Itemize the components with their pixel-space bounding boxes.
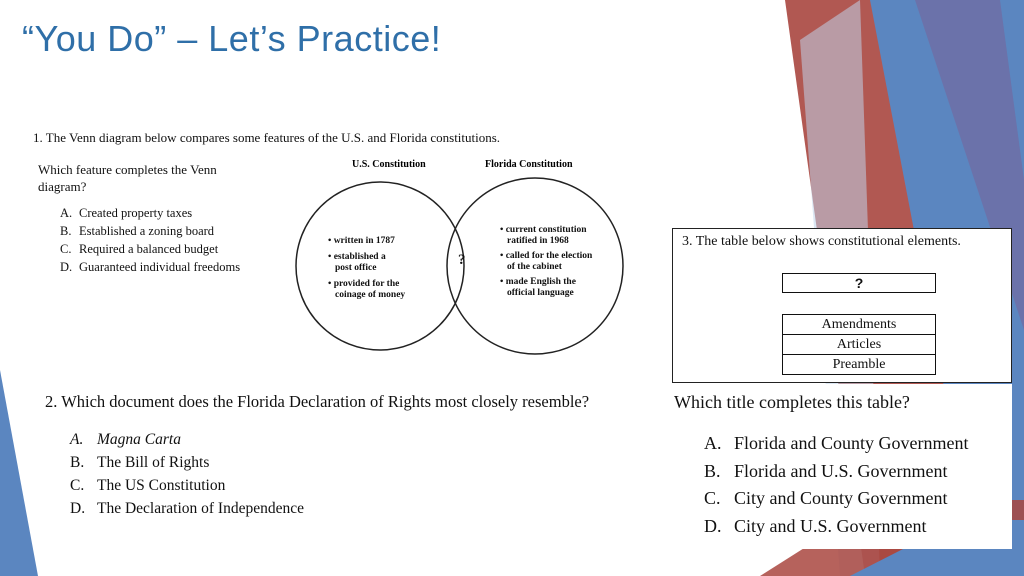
q2-choice-b: B. The Bill of Rights [70, 454, 210, 471]
q2-choice-d: D. The Declaration of Independence [70, 500, 304, 517]
q1-choice-a: A. Created property taxes [60, 206, 193, 220]
venn-left-item: • provided for the [328, 279, 400, 289]
q1-choice-d: D. Guaranteed individual freedoms [60, 260, 241, 274]
left-blue-stripe [0, 370, 38, 576]
venn-left-item: • written in 1787 [328, 236, 395, 246]
q3-choice-a: A. Florida and County Government [704, 433, 969, 453]
venn-overlap-unknown: ? [458, 252, 466, 268]
venn-right-title: Florida Constitution [485, 159, 573, 170]
slide-title: “You Do” – Let’s Practice! [22, 18, 442, 59]
venn-right-items [500, 225, 592, 299]
q3-table [782, 314, 936, 375]
q1-prompt: Which feature completes the Venn diagram? [38, 162, 217, 194]
q3-choices [704, 430, 968, 540]
venn-right-item: ratified in 1968 [507, 236, 569, 246]
venn-left-items [328, 236, 405, 301]
venn-right-item: • made English the [500, 277, 576, 287]
q3-stem: 3. The table below shows constitutional elements. [682, 234, 961, 249]
q3-table-row: Preamble [832, 357, 886, 372]
venn-left-title: U.S. Constitution [352, 159, 426, 170]
venn-right-item: • called for the election [500, 251, 593, 261]
q1-choice-c: C. Required a balanced budget [60, 242, 219, 256]
q3-prompt: Which title completes this table? [674, 392, 910, 412]
q3-choice-c: C. City and County Government [704, 488, 948, 508]
q2-choices [70, 428, 304, 520]
venn-right-item: of the cabinet [507, 262, 562, 272]
venn-right-item: • current constitution [500, 225, 587, 235]
venn-left-item: coinage of money [335, 290, 406, 300]
q2-stem: 2. Which document does the Florida Declaration of Rights most closely resemble? [45, 392, 590, 411]
q1-choice-b: B. Established a zoning board [60, 224, 215, 238]
q2-choice-a: A. Magna Carta [70, 431, 181, 448]
venn-left-item: post office [335, 263, 377, 273]
venn-left-item: • established a [328, 252, 386, 262]
q3-choice-d: D. City and U.S. Government [704, 515, 927, 536]
q3-choice-b: B. Florida and U.S. Government [704, 460, 948, 481]
q1-stem: 1. The Venn diagram below compares some features of the U.S. and Florida constitutions. [33, 130, 501, 145]
q1-choices [60, 204, 240, 276]
q3-table-row: Articles [783, 335, 935, 355]
q3-table-row: Amendments [783, 315, 935, 335]
q2-choice-c: C. The US Constitution [70, 477, 226, 494]
venn-right-item: official language [507, 288, 574, 298]
q3-table-header-unknown: ? [782, 273, 936, 293]
